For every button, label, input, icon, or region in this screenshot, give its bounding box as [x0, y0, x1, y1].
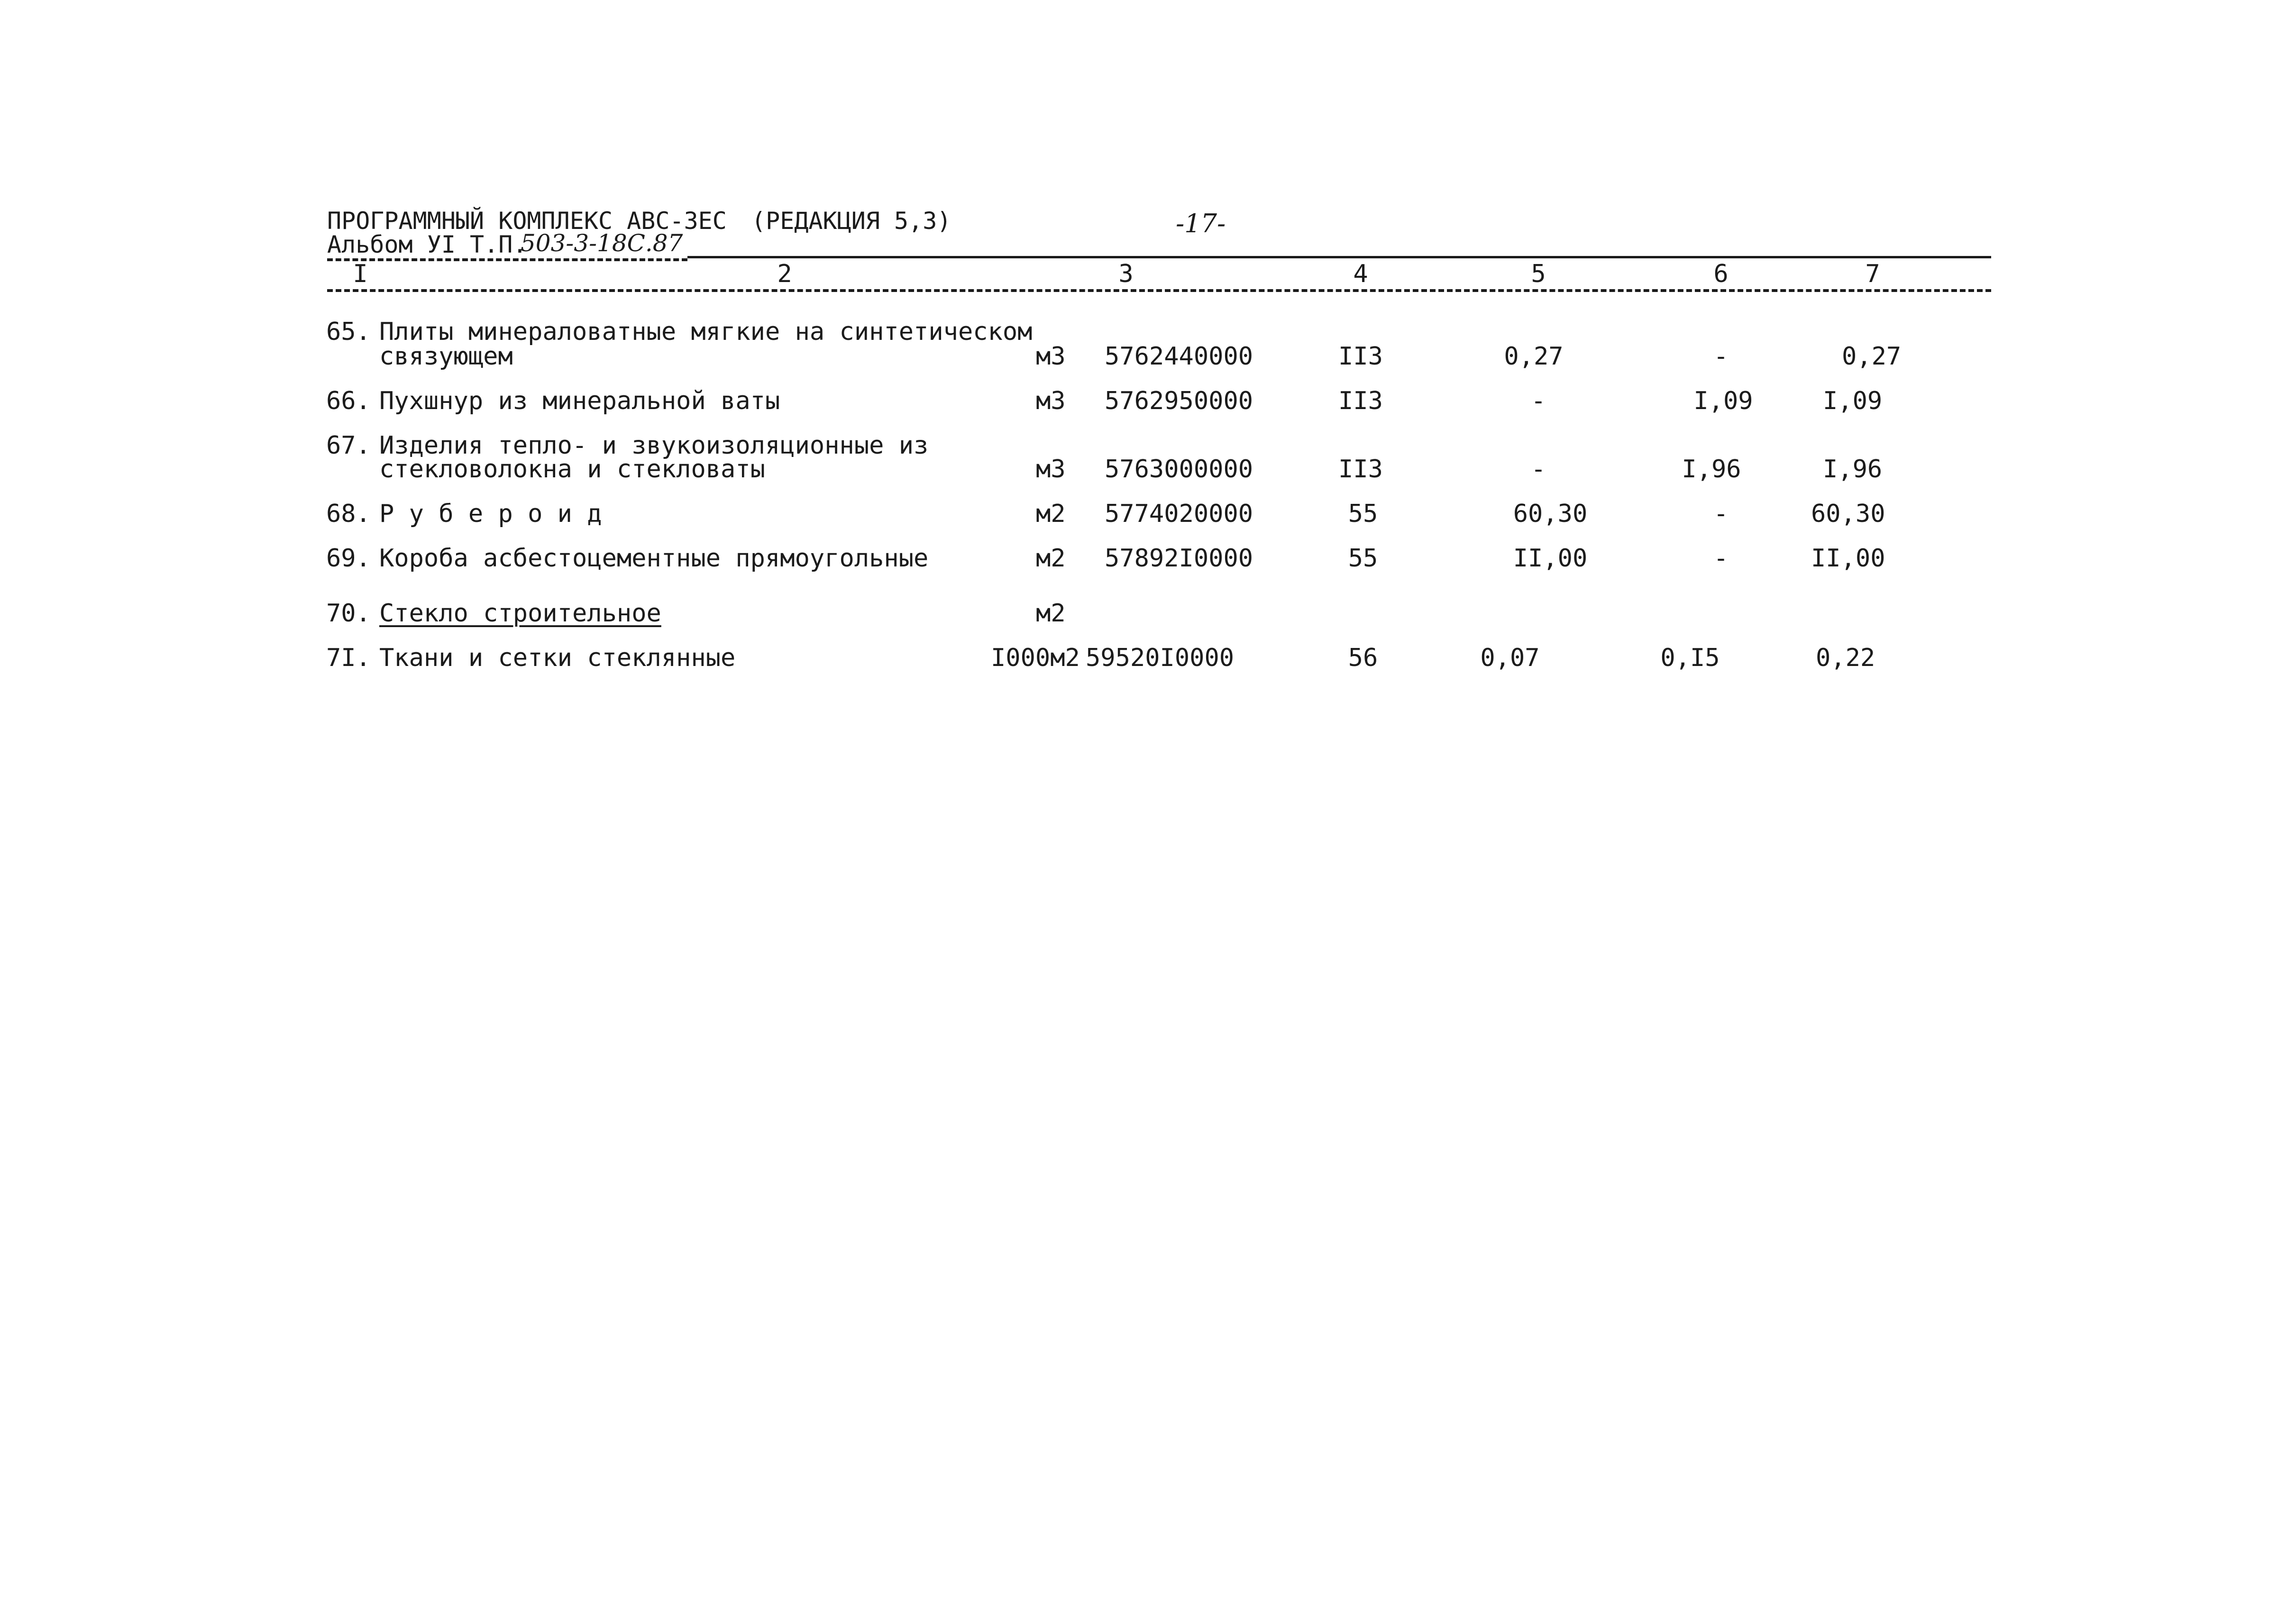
column-7-value: I,09 — [1823, 387, 1883, 415]
row-number: 67. — [326, 431, 371, 460]
column-number-7: 7 — [1865, 260, 1880, 288]
column-4-value: II3 — [1338, 342, 1383, 371]
column-7-value: I,96 — [1823, 455, 1883, 483]
material-name-line-2: стекловолокна и стекловаты — [379, 455, 765, 483]
code: 5763000000 — [1105, 455, 1253, 483]
column-6-value: - — [1713, 500, 1729, 528]
edition-label: (РЕДАКЦИЯ 5,3) — [751, 207, 951, 235]
column-7-value: 60,30 — [1811, 500, 1885, 528]
unit: м3 — [1036, 455, 1066, 483]
column-5-value: 60,30 — [1513, 500, 1588, 528]
row-number: 66. — [326, 387, 371, 415]
material-name-line-1: Ткани и сетки стеклянные — [379, 644, 736, 672]
row-number: 7I. — [326, 644, 371, 672]
code: 5762950000 — [1105, 387, 1253, 415]
column-number-1: I — [353, 260, 368, 288]
column-7-value: II,00 — [1811, 544, 1885, 573]
material-name-line-1: Плиты минераловатные мягкие на синтетическом — [379, 318, 1033, 346]
column-4-value: II3 — [1338, 387, 1383, 415]
material-name-line-1: Р у б е р о и д — [379, 500, 602, 528]
code: 5774020000 — [1105, 500, 1253, 528]
column-5-value: II,00 — [1513, 544, 1588, 573]
unit: м3 — [1036, 342, 1066, 371]
header-rule-top — [687, 256, 1991, 258]
material-name-line-1: Стекло строительное — [379, 599, 661, 628]
column-4-value: 55 — [1348, 500, 1378, 528]
material-name-line-1: Изделия тепло- и звукоизоляционные из — [379, 431, 929, 460]
unit: м2 — [1036, 599, 1066, 628]
code: 57892I0000 — [1105, 544, 1253, 573]
column-number-3: 3 — [1118, 260, 1134, 288]
row-number: 69. — [326, 544, 371, 573]
material-name-line-2: связующем — [379, 342, 513, 371]
program-title: ПРОГРАММНЫЙ КОМПЛЕКС АВС-ЗЕС — [327, 207, 727, 235]
column-6-value: - — [1713, 342, 1729, 371]
column-number-2: 2 — [777, 260, 792, 288]
column-6-value: - — [1713, 544, 1729, 573]
column-number-6: 6 — [1713, 260, 1729, 288]
album-label: Альбом УI Т.П. — [327, 231, 527, 258]
album-handwritten-number: 503-3-18С.87 — [521, 229, 683, 257]
material-name-line-1: Короба асбестоцементные прямоугольные — [379, 544, 929, 573]
column-5-value: 0,27 — [1504, 342, 1564, 371]
column-5-value: 0,07 — [1480, 644, 1540, 672]
column-number-5: 5 — [1531, 260, 1546, 288]
header-rule-top-left — [327, 258, 687, 261]
column-number-4: 4 — [1353, 260, 1368, 288]
column-7-value: 0,27 — [1842, 342, 1902, 371]
row-number: 70. — [326, 599, 371, 628]
row-number: 65. — [326, 318, 371, 346]
material-name-line-1: Пухшнур из минеральной ваты — [379, 387, 780, 415]
code: 59520I0000 — [1086, 644, 1235, 672]
column-4-value: 55 — [1348, 544, 1378, 573]
column-6-value: I,96 — [1682, 455, 1741, 483]
header-rule-bottom — [327, 289, 1991, 292]
unit: м3 — [1036, 387, 1066, 415]
column-5-value: - — [1531, 455, 1546, 483]
unit: м2 — [1036, 544, 1066, 573]
code: 5762440000 — [1105, 342, 1253, 371]
column-6-value: I,09 — [1693, 387, 1753, 415]
column-4-value: 56 — [1348, 644, 1378, 672]
unit: I000м2 — [991, 644, 1080, 672]
column-6-value: 0,I5 — [1660, 644, 1720, 672]
page-number: -17- — [1176, 209, 1226, 238]
row-number: 68. — [326, 500, 371, 528]
column-4-value: II3 — [1338, 455, 1383, 483]
column-7-value: 0,22 — [1816, 644, 1875, 672]
unit: м2 — [1036, 500, 1066, 528]
column-5-value: - — [1531, 387, 1546, 415]
